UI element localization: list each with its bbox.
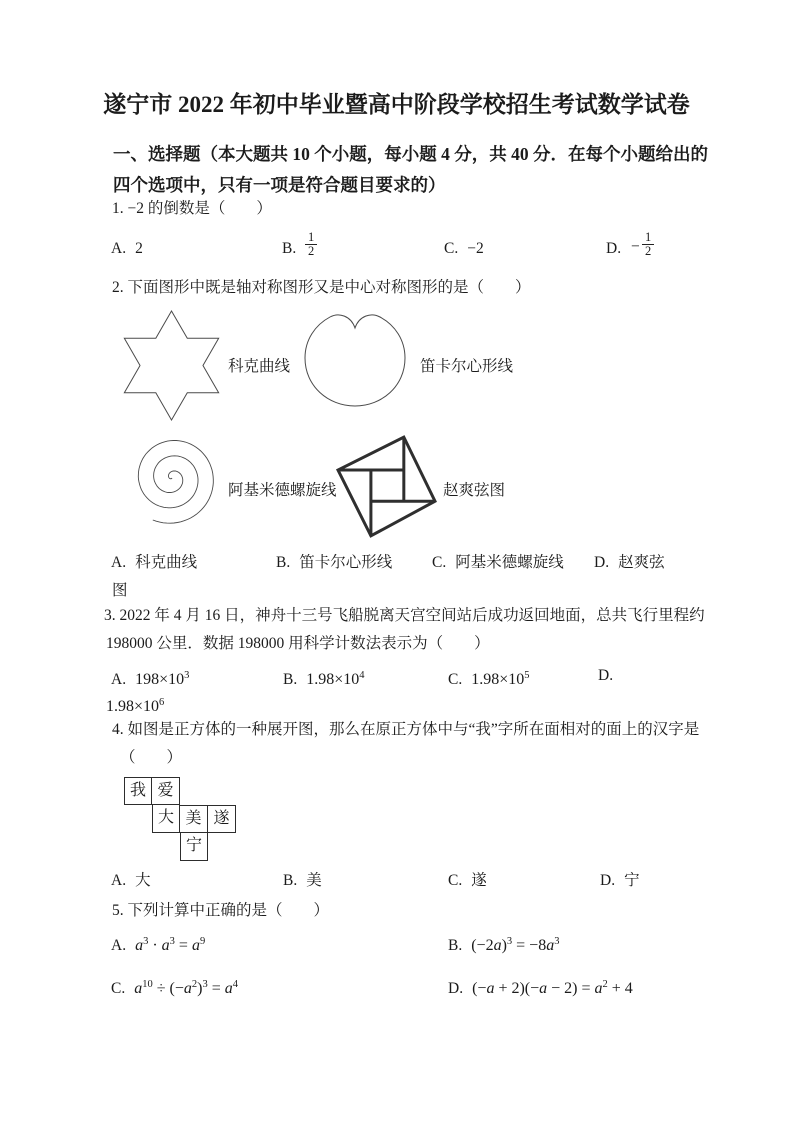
q2-option-c-value: 阿基米德螺旋线 xyxy=(455,554,564,571)
page-title: 遂宁市 2022 年初中毕业暨高中阶段学校招生考试数学试卷 xyxy=(103,92,690,117)
q2-option-b-value: 笛卡尔心形线 xyxy=(299,554,393,571)
q1-option-d-label: D. xyxy=(606,240,622,257)
q3-option-b xyxy=(283,665,365,691)
q4-option-c xyxy=(448,870,487,892)
q5-stem: 5. 下列计算中正确的是（ ） xyxy=(112,902,330,919)
q1-option-b-denominator: 2 xyxy=(308,244,315,258)
q2-stem: 2. 下面图形中既是轴对称图形又是中心对称图形的是（ ） xyxy=(112,279,531,296)
cube-net-figure xyxy=(124,777,240,863)
q1-option-a-value: 2 xyxy=(135,240,143,257)
q3-option-b-value: $1.98\times 10^4$ xyxy=(306,670,365,688)
q4-stem-line2: （ ） xyxy=(120,749,183,766)
q3-option-d xyxy=(598,665,613,687)
q4-option-a xyxy=(111,870,151,892)
q3-option-a xyxy=(111,665,189,691)
q4-option-a-label: A. xyxy=(111,872,127,889)
q2-option-d-label: D. xyxy=(594,554,610,571)
q3-option-a-value: $198\times 10^3$ xyxy=(135,670,190,688)
q2-option-d-wrap: 图 xyxy=(112,582,128,599)
net-cell: 美 xyxy=(180,805,208,833)
archimedean-spiral-figure xyxy=(126,430,218,528)
q3-option-c-label: C. xyxy=(448,671,463,688)
q2-option-b-label: B. xyxy=(276,554,291,571)
cardioid-heart-figure xyxy=(303,312,407,408)
q1-option-c-value: −2 xyxy=(467,240,484,257)
net-cell: 我 xyxy=(124,777,152,805)
q1-option-c xyxy=(444,238,484,260)
q5-option-c-label: C. xyxy=(111,980,126,997)
q1-option-d-denominator: 2 xyxy=(645,244,652,258)
q3-stem-line1: 3. 2022 年 4 月 16 日，神舟十三号飞船脱离天宫空间站后成功返回地面，总共飞行里程约 xyxy=(104,607,705,624)
q1-option-b-fraction xyxy=(305,231,317,258)
net-cell: 大 xyxy=(152,805,180,833)
q5-option-a xyxy=(111,931,205,957)
q2-option-d xyxy=(594,552,665,574)
q3-option-c-value: $1.98\times 10^5$ xyxy=(471,670,530,688)
q5-option-b-value: $(-2a)^3 = -8a^3$ xyxy=(471,936,560,954)
q4-option-c-label: C. xyxy=(448,872,463,889)
section-heading-line2: 四个选项中，只有一项是符合题目要求的） xyxy=(113,175,446,195)
q5-option-a-label: A. xyxy=(111,937,127,954)
q5-option-c xyxy=(111,974,238,1000)
q3-stem-line2: 198000 公里．数据 198000 用科学计数法表示为（ ） xyxy=(106,635,490,652)
q2-option-a-label: A. xyxy=(111,554,127,571)
q5-option-b xyxy=(448,931,559,957)
q5-option-b-label: B. xyxy=(448,937,463,954)
net-cell: 宁 xyxy=(180,833,208,861)
archimedean-spiral-label: 阿基米德螺旋线 xyxy=(228,482,337,499)
q4-stem-line1: 4. 如图是正方体的一种展开图，那么在原正方体中与“我”字所在面相对的面上的汉字是 xyxy=(112,721,700,738)
q3-option-d-value-wrap: $1.98\times 10^6$ xyxy=(106,697,165,715)
section-heading-line1: 一、选择题（本大题共 10 个小题，每小题 4 分，共 40 分．在每个小题给出的 xyxy=(113,144,708,164)
q1-option-c-label: C. xyxy=(444,240,459,257)
q1-option-b-label: B. xyxy=(282,240,297,257)
q1-option-b xyxy=(282,238,296,260)
q3-option-d-label: D. xyxy=(598,667,614,684)
net-cell: 遂 xyxy=(208,805,236,833)
q3-option-a-label: A. xyxy=(111,671,127,688)
q5-option-d xyxy=(448,974,633,1000)
q4-option-b-label: B. xyxy=(283,872,298,889)
q4-option-b-value: 美 xyxy=(306,872,322,889)
zhao-shuang-label: 赵爽弦图 xyxy=(443,482,506,499)
q1-option-a-label: A. xyxy=(111,240,127,257)
q4-option-d-label: D. xyxy=(600,872,616,889)
koch-curve-label: 科克曲线 xyxy=(228,358,291,375)
q1-option-d xyxy=(606,238,621,260)
q2-option-d-value: 赵爽弦 xyxy=(618,554,665,571)
q4-option-a-value: 大 xyxy=(135,872,151,889)
net-cell: 爱 xyxy=(152,777,180,805)
q5-option-a-value: $a^3 \cdot a^3 = a^9$ xyxy=(135,936,206,954)
q3-option-c xyxy=(448,665,530,691)
q4-option-d-value: 宁 xyxy=(624,872,640,889)
q2-option-c xyxy=(432,552,564,574)
q1-stem: 1. −2 的倒数是（ ） xyxy=(112,200,272,217)
q4-option-c-value: 遂 xyxy=(471,872,487,889)
q5-option-c-value: $a^{10} \div (-a^2)^3 = a^4$ xyxy=(134,979,238,997)
zhao-shuang-diagram-figure xyxy=(338,437,435,536)
q5-option-d-value: $(-a + 2)(-a - 2) = a^2 + 4$ xyxy=(472,979,633,997)
q2-option-a xyxy=(111,552,197,574)
q1-option-a xyxy=(111,238,143,260)
q1-option-d-fraction xyxy=(642,231,654,258)
q4-option-b xyxy=(283,870,322,892)
q5-option-d-label: D. xyxy=(448,980,464,997)
q4-option-d xyxy=(600,870,640,892)
koch-curve-star-figure xyxy=(123,311,220,420)
q3-option-b-label: B. xyxy=(283,671,298,688)
q1-option-b-numerator: 1 xyxy=(305,231,317,245)
q2-option-c-label: C. xyxy=(432,554,447,571)
q1-option-d-sign: − xyxy=(631,238,640,255)
cardioid-label: 笛卡尔心形线 xyxy=(420,358,514,375)
q1-option-d-numerator: 1 xyxy=(642,231,654,245)
q2-option-a-value: 科克曲线 xyxy=(135,554,198,571)
q2-option-b xyxy=(276,552,392,574)
